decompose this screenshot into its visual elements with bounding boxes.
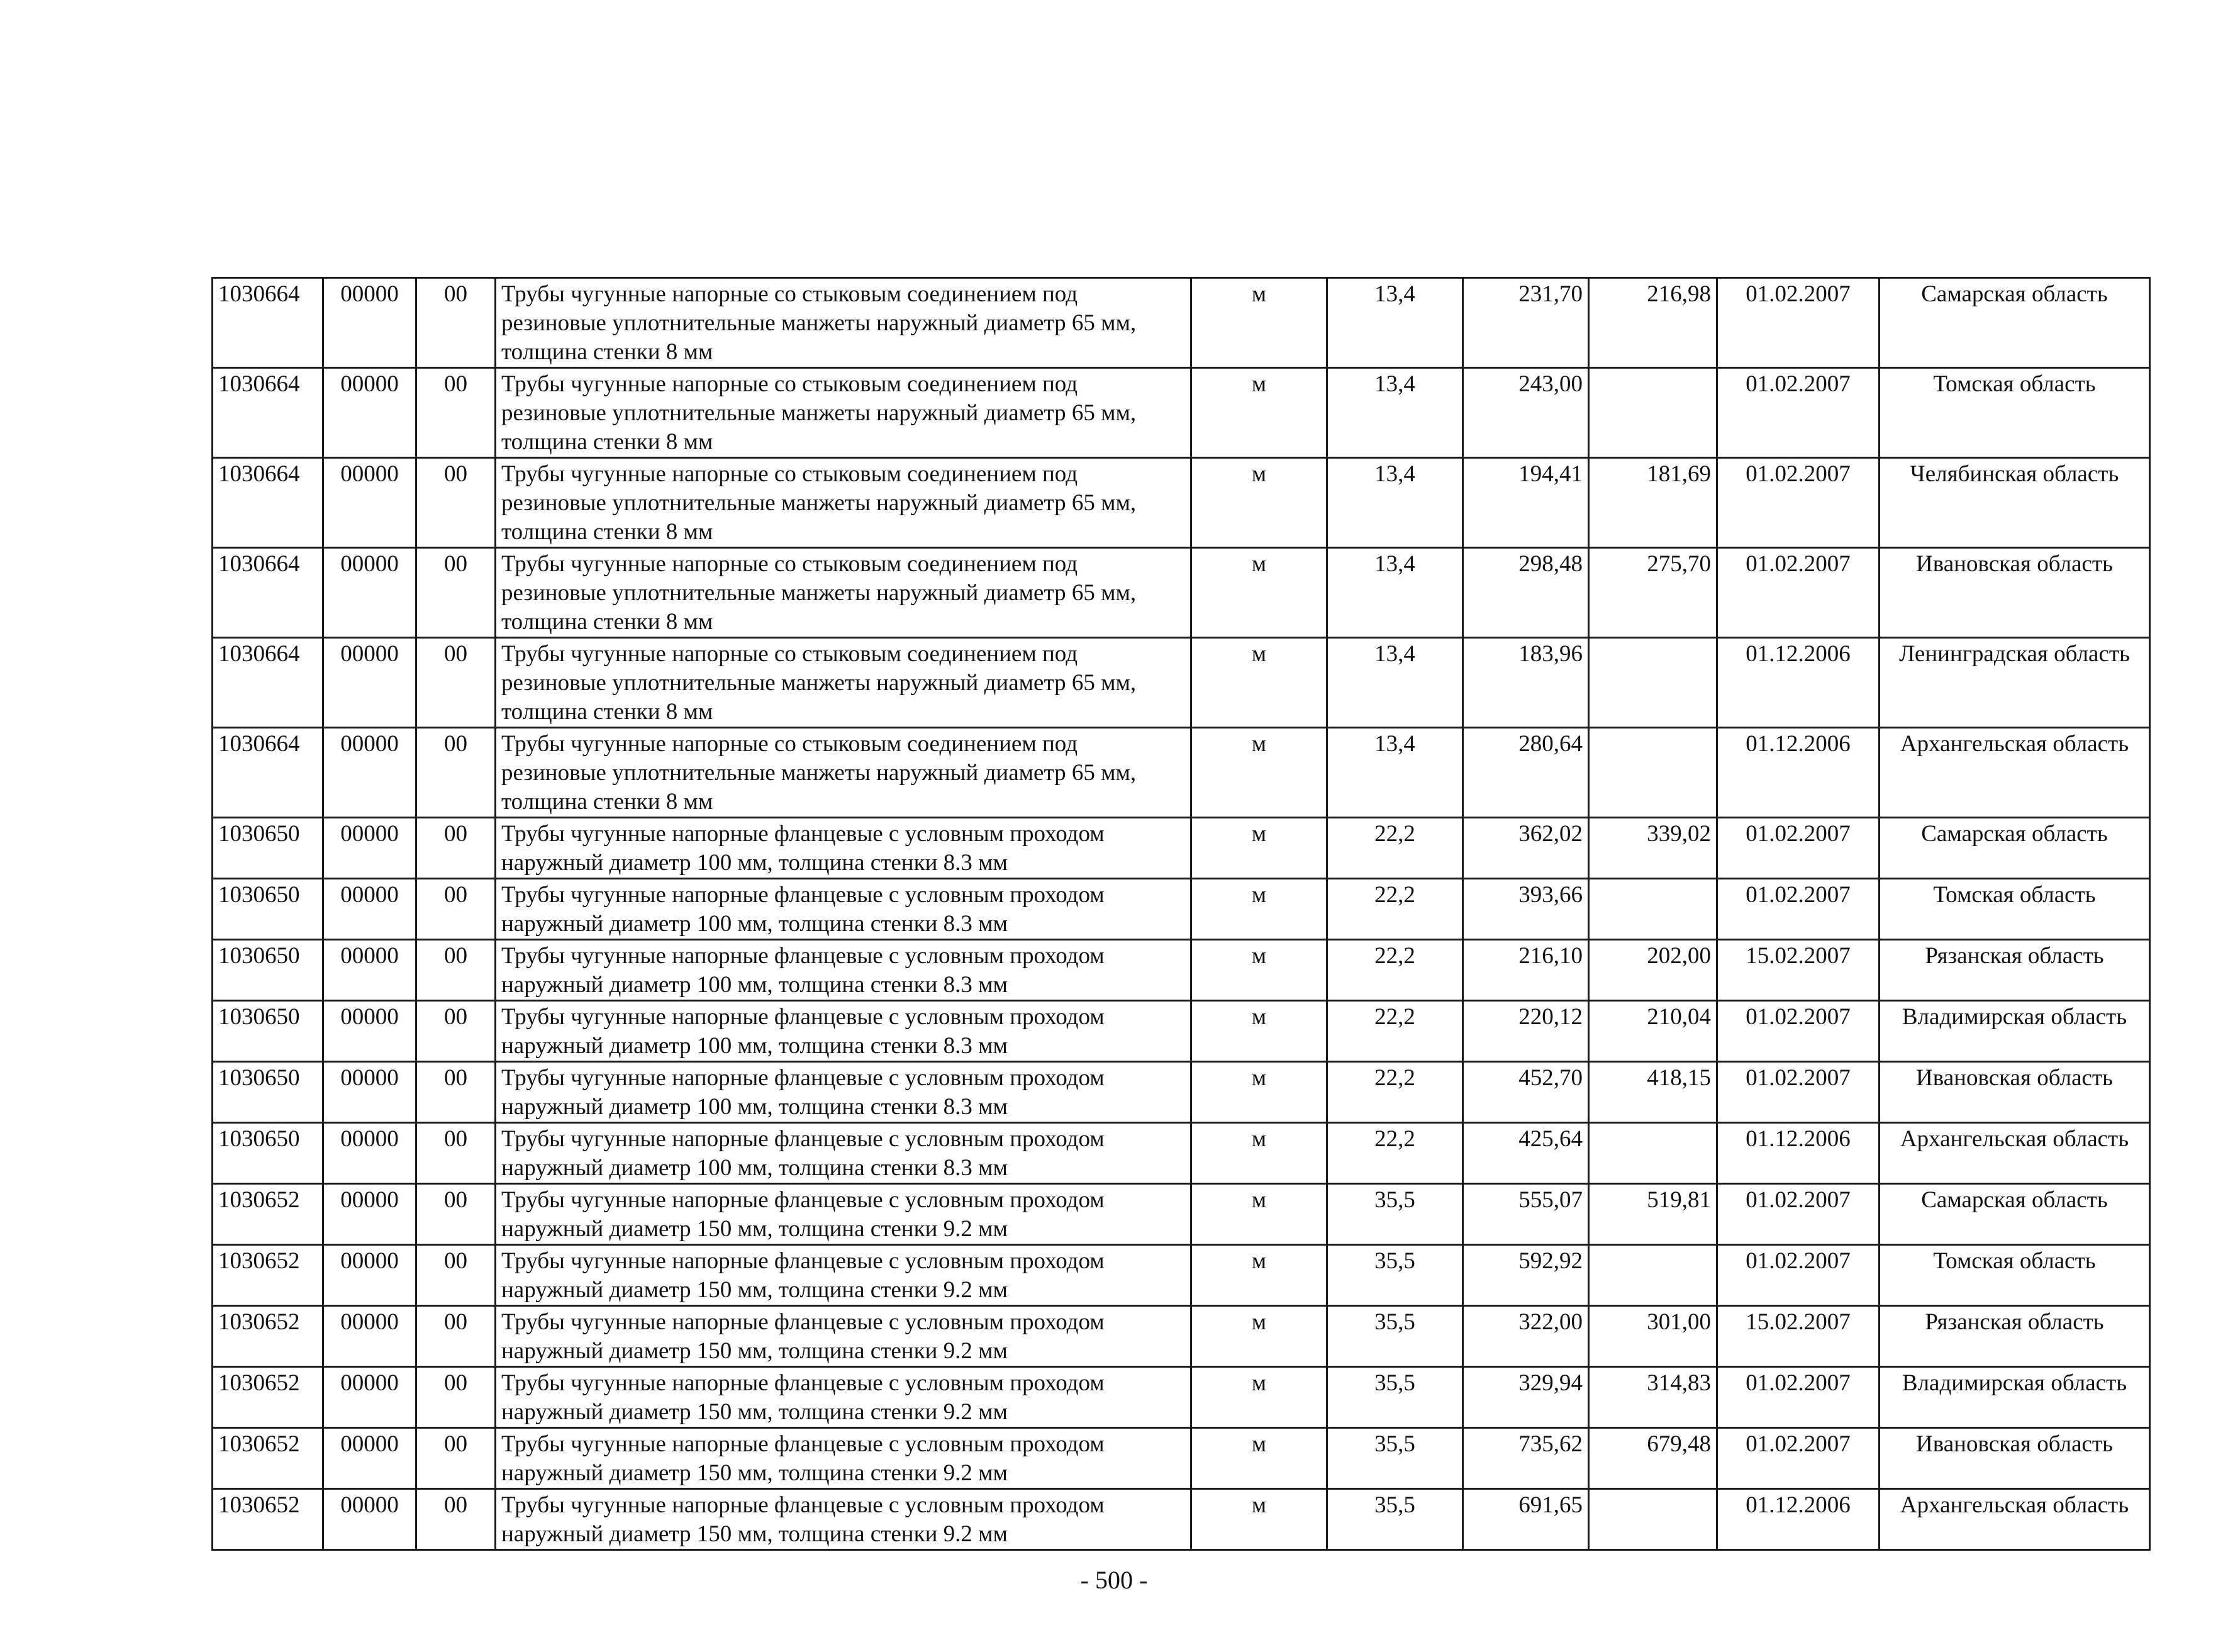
cell-name: Трубы чугунные напорные фланцевые с условным проходом наружный диаметр 100 мм, толщина стенки 8.3 мм — [496, 1001, 1191, 1062]
cell-code: 1030664 — [213, 278, 323, 368]
cell-sub: 00000 — [323, 940, 416, 1001]
cell-price1: 280,64 — [1463, 728, 1589, 818]
cell-region: Самарская область — [1880, 278, 2150, 368]
cell-price2 — [1589, 1489, 1717, 1550]
cell-name: Трубы чугунные напорные фланцевые с условным проходом наружный диаметр 100 мм, толщина стенки 8.3 мм — [496, 818, 1191, 879]
cell-code: 1030652 — [213, 1245, 323, 1306]
cell-price1: 735,62 — [1463, 1428, 1589, 1489]
cell-price2: 519,81 — [1589, 1184, 1717, 1245]
cell-unit: м — [1191, 818, 1327, 879]
cell-var: 00 — [416, 458, 496, 548]
cell-mass: 35,5 — [1327, 1428, 1463, 1489]
table-row — [213, 1184, 2150, 1245]
cell-date: 01.02.2007 — [1717, 1184, 1880, 1245]
cell-code: 1030652 — [213, 1184, 323, 1245]
cell-code: 1030664 — [213, 458, 323, 548]
table-row — [213, 368, 2150, 458]
cell-price1: 220,12 — [1463, 1001, 1589, 1062]
cell-sub: 00000 — [323, 1428, 416, 1489]
table-row — [213, 1245, 2150, 1306]
table-row — [213, 1428, 2150, 1489]
cell-unit: м — [1191, 278, 1327, 368]
cell-mass: 13,4 — [1327, 458, 1463, 548]
cell-unit: м — [1191, 458, 1327, 548]
cell-name: Трубы чугунные напорные со стыковым соединением под резиновые уплотнительные манжеты наружный диаметр 65 мм, толщина стенки 8 мм — [496, 368, 1191, 458]
cell-code: 1030650 — [213, 940, 323, 1001]
cell-price1: 194,41 — [1463, 458, 1589, 548]
table-row — [213, 1489, 2150, 1550]
cell-sub: 00000 — [323, 1367, 416, 1428]
cell-code: 1030664 — [213, 548, 323, 638]
cell-region: Самарская область — [1880, 818, 2150, 879]
cell-unit: м — [1191, 638, 1327, 728]
cell-price1: 216,10 — [1463, 940, 1589, 1001]
cell-unit: м — [1191, 368, 1327, 458]
cell-region: Томская область — [1880, 879, 2150, 940]
cell-var: 00 — [416, 728, 496, 818]
cell-name: Трубы чугунные напорные фланцевые с условным проходом наружный диаметр 150 мм, толщина стенки 9.2 мм — [496, 1245, 1191, 1306]
cell-mass: 22,2 — [1327, 818, 1463, 879]
cell-unit: м — [1191, 1001, 1327, 1062]
cell-region: Самарская область — [1880, 1184, 2150, 1245]
cell-date: 01.02.2007 — [1717, 1245, 1880, 1306]
cell-date: 01.02.2007 — [1717, 879, 1880, 940]
cell-name: Трубы чугунные напорные фланцевые с условным проходом наружный диаметр 150 мм, толщина стенки 9.2 мм — [496, 1306, 1191, 1367]
cell-code: 1030652 — [213, 1489, 323, 1550]
cell-price1: 243,00 — [1463, 368, 1589, 458]
table-row — [213, 728, 2150, 818]
cell-var: 00 — [416, 548, 496, 638]
cell-var: 00 — [416, 1367, 496, 1428]
cell-mass: 35,5 — [1327, 1306, 1463, 1367]
cell-sub: 00000 — [323, 1001, 416, 1062]
cell-var: 00 — [416, 1428, 496, 1489]
cell-sub: 00000 — [323, 1489, 416, 1550]
cell-price2: 181,69 — [1589, 458, 1717, 548]
cell-unit: м — [1191, 1306, 1327, 1367]
cell-price2 — [1589, 1245, 1717, 1306]
cell-date: 01.12.2006 — [1717, 728, 1880, 818]
cell-date: 01.02.2007 — [1717, 818, 1880, 879]
cell-code: 1030650 — [213, 1001, 323, 1062]
cell-mass: 13,4 — [1327, 278, 1463, 368]
cell-price2 — [1589, 1123, 1717, 1184]
cell-mass: 13,4 — [1327, 368, 1463, 458]
cell-unit: м — [1191, 1489, 1327, 1550]
cell-code: 1030650 — [213, 879, 323, 940]
cell-name: Трубы чугунные напорные со стыковым соединением под резиновые уплотнительные манжеты наружный диаметр 65 мм, толщина стенки 8 мм — [496, 278, 1191, 368]
cell-date: 01.02.2007 — [1717, 278, 1880, 368]
cell-price1: 691,65 — [1463, 1489, 1589, 1550]
cell-price1: 393,66 — [1463, 879, 1589, 940]
cell-mass: 22,2 — [1327, 1123, 1463, 1184]
table-row — [213, 1001, 2150, 1062]
table-body — [213, 278, 2150, 1550]
cell-sub: 00000 — [323, 638, 416, 728]
cell-code: 1030664 — [213, 368, 323, 458]
cell-var: 00 — [416, 1001, 496, 1062]
cell-sub: 00000 — [323, 1184, 416, 1245]
cell-var: 00 — [416, 1306, 496, 1367]
table-row — [213, 1306, 2150, 1367]
cell-sub: 00000 — [323, 458, 416, 548]
cell-code: 1030652 — [213, 1367, 323, 1428]
cell-region: Ивановская область — [1880, 1062, 2150, 1123]
cell-mass: 35,5 — [1327, 1245, 1463, 1306]
cell-code: 1030664 — [213, 728, 323, 818]
cell-code: 1030652 — [213, 1306, 323, 1367]
cell-date: 01.12.2006 — [1717, 638, 1880, 728]
cell-var: 00 — [416, 638, 496, 728]
cell-code: 1030652 — [213, 1428, 323, 1489]
cell-price2: 275,70 — [1589, 548, 1717, 638]
cell-name: Трубы чугунные напорные фланцевые с условным проходом наружный диаметр 150 мм, толщина стенки 9.2 мм — [496, 1428, 1191, 1489]
cell-unit: м — [1191, 1062, 1327, 1123]
cell-var: 00 — [416, 940, 496, 1001]
cell-price1: 231,70 — [1463, 278, 1589, 368]
cell-price2 — [1589, 879, 1717, 940]
table-row — [213, 940, 2150, 1001]
cell-var: 00 — [416, 368, 496, 458]
table-row — [213, 818, 2150, 879]
cell-name: Трубы чугунные напорные фланцевые с условным проходом наружный диаметр 150 мм, толщина стенки 9.2 мм — [496, 1184, 1191, 1245]
cell-price2: 339,02 — [1589, 818, 1717, 879]
cell-var: 00 — [416, 1184, 496, 1245]
cell-unit: м — [1191, 1184, 1327, 1245]
cell-unit: м — [1191, 548, 1327, 638]
cell-date: 01.02.2007 — [1717, 1062, 1880, 1123]
cell-price2: 301,00 — [1589, 1306, 1717, 1367]
cell-date: 01.02.2007 — [1717, 1428, 1880, 1489]
cell-price1: 452,70 — [1463, 1062, 1589, 1123]
cell-var: 00 — [416, 1123, 496, 1184]
cell-date: 01.12.2006 — [1717, 1489, 1880, 1550]
cell-mass: 13,4 — [1327, 638, 1463, 728]
cell-sub: 00000 — [323, 879, 416, 940]
cell-price1: 555,07 — [1463, 1184, 1589, 1245]
cell-date: 01.12.2006 — [1717, 1123, 1880, 1184]
cell-sub: 00000 — [323, 1306, 416, 1367]
cell-code: 1030664 — [213, 638, 323, 728]
cell-unit: м — [1191, 728, 1327, 818]
cell-price1: 329,94 — [1463, 1367, 1589, 1428]
cell-price2: 679,48 — [1589, 1428, 1717, 1489]
cell-sub: 00000 — [323, 728, 416, 818]
cell-sub: 00000 — [323, 278, 416, 368]
cell-name: Трубы чугунные напорные фланцевые с условным проходом наружный диаметр 150 мм, толщина стенки 9.2 мм — [496, 1489, 1191, 1550]
cell-code: 1030650 — [213, 1123, 323, 1184]
cell-mass: 13,4 — [1327, 728, 1463, 818]
cell-price2 — [1589, 368, 1717, 458]
cell-region: Архангельская область — [1880, 1489, 2150, 1550]
cell-name: Трубы чугунные напорные фланцевые с условным проходом наружный диаметр 100 мм, толщина стенки 8.3 мм — [496, 940, 1191, 1001]
cell-var: 00 — [416, 818, 496, 879]
cell-var: 00 — [416, 879, 496, 940]
cell-sub: 00000 — [323, 818, 416, 879]
cell-date: 15.02.2007 — [1717, 940, 1880, 1001]
cell-var: 00 — [416, 1062, 496, 1123]
cell-sub: 00000 — [323, 1062, 416, 1123]
cell-var: 00 — [416, 1245, 496, 1306]
cell-date: 01.02.2007 — [1717, 1001, 1880, 1062]
table-row — [213, 548, 2150, 638]
cell-unit: м — [1191, 1245, 1327, 1306]
cell-price1: 183,96 — [1463, 638, 1589, 728]
cell-name: Трубы чугунные напорные со стыковым соединением под резиновые уплотнительные манжеты наружный диаметр 65 мм, толщина стенки 8 мм — [496, 638, 1191, 728]
cell-mass: 22,2 — [1327, 940, 1463, 1001]
cell-price1: 298,48 — [1463, 548, 1589, 638]
cell-price1: 592,92 — [1463, 1245, 1589, 1306]
table-row — [213, 1062, 2150, 1123]
cell-mass: 22,2 — [1327, 1001, 1463, 1062]
cell-price2: 202,00 — [1589, 940, 1717, 1001]
cell-sub: 00000 — [323, 1123, 416, 1184]
cell-name: Трубы чугунные напорные со стыковым соединением под резиновые уплотнительные манжеты наружный диаметр 65 мм, толщина стенки 8 мм — [496, 728, 1191, 818]
page-number: - 500 - — [1080, 1566, 1148, 1594]
table-row — [213, 879, 2150, 940]
cell-name: Трубы чугунные напорные фланцевые с условным проходом наружный диаметр 100 мм, толщина стенки 8.3 мм — [496, 1062, 1191, 1123]
cell-price1: 322,00 — [1463, 1306, 1589, 1367]
cell-code: 1030650 — [213, 818, 323, 879]
cell-region: Ивановская область — [1880, 1428, 2150, 1489]
price-table — [211, 277, 2151, 1551]
cell-var: 00 — [416, 278, 496, 368]
cell-region: Челябинская область — [1880, 458, 2150, 548]
cell-price2 — [1589, 728, 1717, 818]
cell-region: Ивановская область — [1880, 548, 2150, 638]
cell-mass: 35,5 — [1327, 1367, 1463, 1428]
cell-name: Трубы чугунные напорные со стыковым соединением под резиновые уплотнительные манжеты наружный диаметр 65 мм, толщина стенки 8 мм — [496, 458, 1191, 548]
cell-mass: 22,2 — [1327, 1062, 1463, 1123]
cell-price1: 425,64 — [1463, 1123, 1589, 1184]
cell-price1: 362,02 — [1463, 818, 1589, 879]
cell-date: 01.02.2007 — [1717, 1367, 1880, 1428]
cell-name: Трубы чугунные напорные фланцевые с условным проходом наружный диаметр 100 мм, толщина стенки 8.3 мм — [496, 1123, 1191, 1184]
cell-name: Трубы чугунные напорные фланцевые с условным проходом наружный диаметр 100 мм, толщина стенки 8.3 мм — [496, 879, 1191, 940]
cell-mass: 13,4 — [1327, 548, 1463, 638]
cell-price2: 314,83 — [1589, 1367, 1717, 1428]
cell-price2: 210,04 — [1589, 1001, 1717, 1062]
cell-region: Архангельская область — [1880, 728, 2150, 818]
cell-region: Владимирская область — [1880, 1367, 2150, 1428]
cell-region: Рязанская область — [1880, 1306, 2150, 1367]
cell-region: Архангельская область — [1880, 1123, 2150, 1184]
cell-unit: м — [1191, 940, 1327, 1001]
cell-mass: 35,5 — [1327, 1184, 1463, 1245]
cell-price2 — [1589, 638, 1717, 728]
cell-unit: м — [1191, 1428, 1327, 1489]
cell-name: Трубы чугунные напорные фланцевые с условным проходом наружный диаметр 150 мм, толщина стенки 9.2 мм — [496, 1367, 1191, 1428]
cell-date: 15.02.2007 — [1717, 1306, 1880, 1367]
cell-date: 01.02.2007 — [1717, 548, 1880, 638]
cell-sub: 00000 — [323, 368, 416, 458]
cell-date: 01.02.2007 — [1717, 458, 1880, 548]
cell-unit: м — [1191, 1123, 1327, 1184]
cell-unit: м — [1191, 1367, 1327, 1428]
cell-name: Трубы чугунные напорные со стыковым соединением под резиновые уплотнительные манжеты наружный диаметр 65 мм, толщина стенки 8 мм — [496, 548, 1191, 638]
cell-region: Ленинградская область — [1880, 638, 2150, 728]
cell-code: 1030650 — [213, 1062, 323, 1123]
cell-sub: 00000 — [323, 548, 416, 638]
cell-region: Томская область — [1880, 368, 2150, 458]
cell-mass: 35,5 — [1327, 1489, 1463, 1550]
cell-sub: 00000 — [323, 1245, 416, 1306]
cell-unit: м — [1191, 879, 1327, 940]
cell-region: Рязанская область — [1880, 940, 2150, 1001]
table-row — [213, 1123, 2150, 1184]
cell-price2: 418,15 — [1589, 1062, 1717, 1123]
cell-mass: 22,2 — [1327, 879, 1463, 940]
cell-date: 01.02.2007 — [1717, 368, 1880, 458]
table-row — [213, 1367, 2150, 1428]
cell-price2: 216,98 — [1589, 278, 1717, 368]
table-row — [213, 278, 2150, 368]
table-row — [213, 638, 2150, 728]
cell-region: Томская область — [1880, 1245, 2150, 1306]
cell-region: Владимирская область — [1880, 1001, 2150, 1062]
cell-var: 00 — [416, 1489, 496, 1550]
table-row — [213, 458, 2150, 548]
